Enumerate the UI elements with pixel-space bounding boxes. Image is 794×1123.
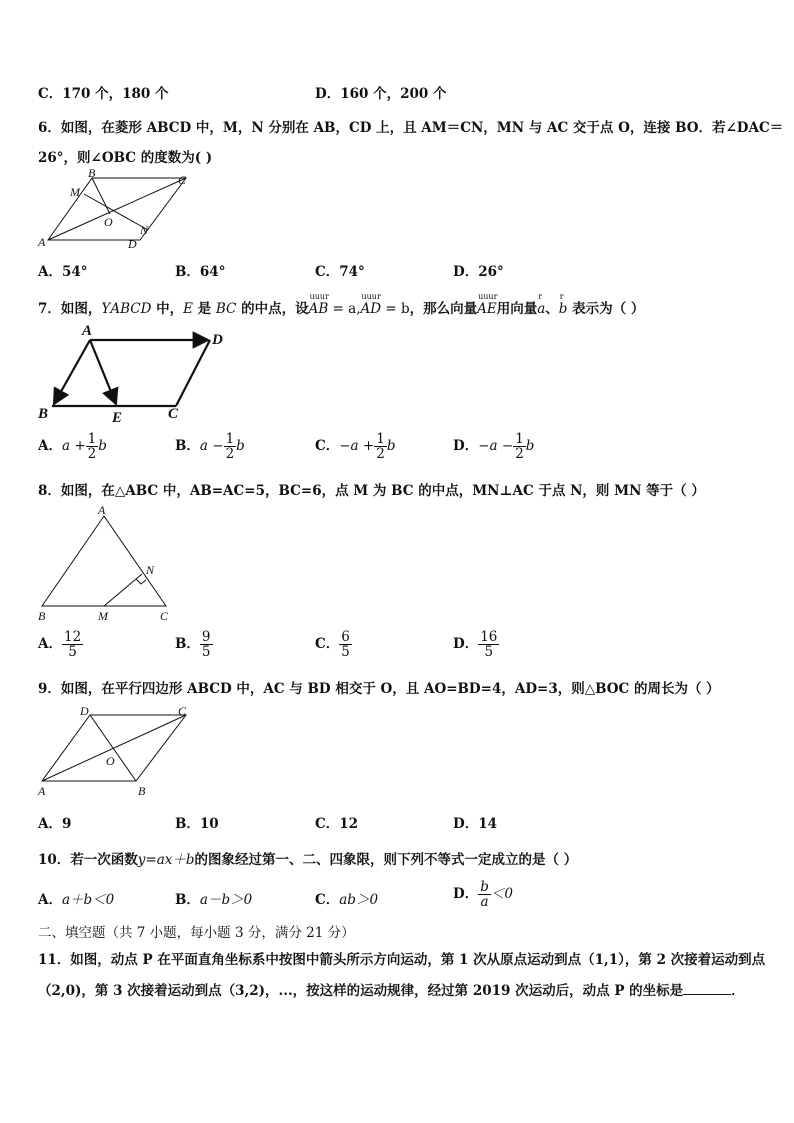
section2-title: 二、填空题（共 7 小题，每小题 3 分，满分 21 分） [38,925,355,941]
q7-mid2: 是 [192,301,216,317]
q10-option-c: C．ab＞0 [315,892,379,908]
q7-vector-ae: uuur AE [477,292,498,317]
q7-option-d: D．−a − $\frac{1}{2}$ b [453,431,535,463]
q7-shape: ΥABCD [101,301,152,317]
q9-label-b: B [138,784,146,798]
q6-stem-line1: 6．如图，在菱形 ABCD 中，M，N 分别在 AB，CD 上，且 AM＝CN，MN 与 AC 交于点 O，连接 BO．若∠DAC＝ [38,120,784,136]
q7-label-e: E [112,410,123,426]
q10-stem: 10．若一次函数y=ax＋b的图象经过第一、二、四象限，则下列不等式一定成立的是（ ） [38,852,578,868]
q7-eq1: = a, [328,301,361,317]
q7-parallelogram-figure [34,322,234,426]
q7-vector-b: r b [558,292,568,317]
q9-option-d: D．14 [453,816,497,832]
q6-rhombus-figure [36,168,196,254]
q7-mid3: 的中点，设 [236,301,309,317]
q7-mid5: 用向量 [496,301,538,317]
q10-option-b: B．a－b＞0 [175,892,253,908]
q7-mid1: 中， [151,301,184,317]
q9-parallelogram-figure [34,703,194,799]
q7-point-e: E [183,301,193,317]
q10-option-d: D． $\frac{b}{a}$ ＜0 [453,879,513,911]
q9-label-d: D [80,704,89,718]
q6-label-a: A [38,235,46,249]
q6-label-c: C [178,173,187,187]
q8-label-a: A [98,504,106,517]
q7-label-a: A [82,323,93,339]
q7-sep: 、 [545,301,559,317]
q8-label-c: C [160,609,169,623]
q7-label-c: C [168,406,179,422]
q6-option-d: D．26° [453,264,504,280]
q8-option-c: C． $\frac{6}{5}$ [315,629,350,661]
q6-label-m: M [70,185,80,199]
q8-label-b: B [38,609,46,623]
q11-stem-line1: 11．如图，动点 P 在平面直角坐标系中按图中箭头所示方向运动，第 1 次从原点运动到点（1,1），第 2 次接着运动到点 [38,952,766,968]
q10-function: y=ax＋b [137,852,195,868]
q7-eq2: = b [381,301,410,317]
q5-option-c: C．170 个，180 个 [38,86,169,102]
q8-option-d: D． $\frac{16}{5}$ [453,629,498,661]
q8-triangle-figure [34,504,184,624]
q9-option-c: C．12 [315,816,359,832]
q6-option-c: C．74° [315,264,365,280]
q7-option-b: B．a − $\frac{1}{2}$ b [175,431,245,463]
q10-option-a: A．a＋b＜0 [38,892,115,908]
q7-label-b: B [38,406,49,422]
q6-option-a: A．54° [38,264,88,280]
q9-option-b: B．10 [175,816,219,832]
q7-mid4: ，那么向量 [409,301,478,317]
q7-label-d: D [212,332,223,348]
q6-stem-line2: 26°，则∠OBC 的度数为( ) [38,150,213,166]
q11-answer-blank[interactable] [683,994,731,995]
q7-vector-ad: uuur AD [360,292,382,317]
q6-label-d: D [128,237,137,251]
q7-option-a: A．a + $\frac{1}{2}$ b [38,431,107,463]
q6-option-b: B．64° [175,264,226,280]
q9-label-c: C [178,704,187,718]
q6-label-n: N [140,223,149,237]
q7-segment-bc: BC [215,301,237,317]
q9-stem: 9．如图，在平行四边形 ABCD 中，AC 与 BD 相交于 O，且 AO=BD=4，AD=3，则△BOC 的周长为（ ） [38,681,720,697]
q7-prefix: 7．如图， [38,301,102,317]
q11-stem-line2: （2,0)，第 3 次接着运动到点（3,2)，...，按这样的运动规律，经过第 2019 次运动后，动点 P 的坐标是 ． [38,983,745,999]
q6-label-o: O [104,215,113,229]
q6-label-b: B [88,168,96,180]
q7-vector-a: r a [537,292,546,317]
q8-option-a: A． $\frac{12}{5}$ [38,629,82,661]
q7-suffix: 表示为（ ） [567,301,645,317]
q5-option-d: D．160 个，200 个 [315,86,447,102]
q8-label-m: M [98,609,108,623]
q8-label-n: N [146,563,155,577]
q9-label-a: A [38,784,46,798]
q7-vector-ab: uuur AB [308,292,329,317]
q8-stem: 8．如图，在△ABC 中，AB=AC=5，BC=6，点 M 为 BC 的中点，MN⊥AC 于点 N，则 MN 等于（ ） [38,483,705,499]
q7-option-c: C．−a + $\frac{1}{2}$ b [315,431,396,463]
q7-stem [38,292,645,317]
q9-label-o: O [106,754,115,768]
q9-option-a: A．9 [38,816,72,832]
q8-option-b: B． $\frac{9}{5}$ [175,629,211,661]
